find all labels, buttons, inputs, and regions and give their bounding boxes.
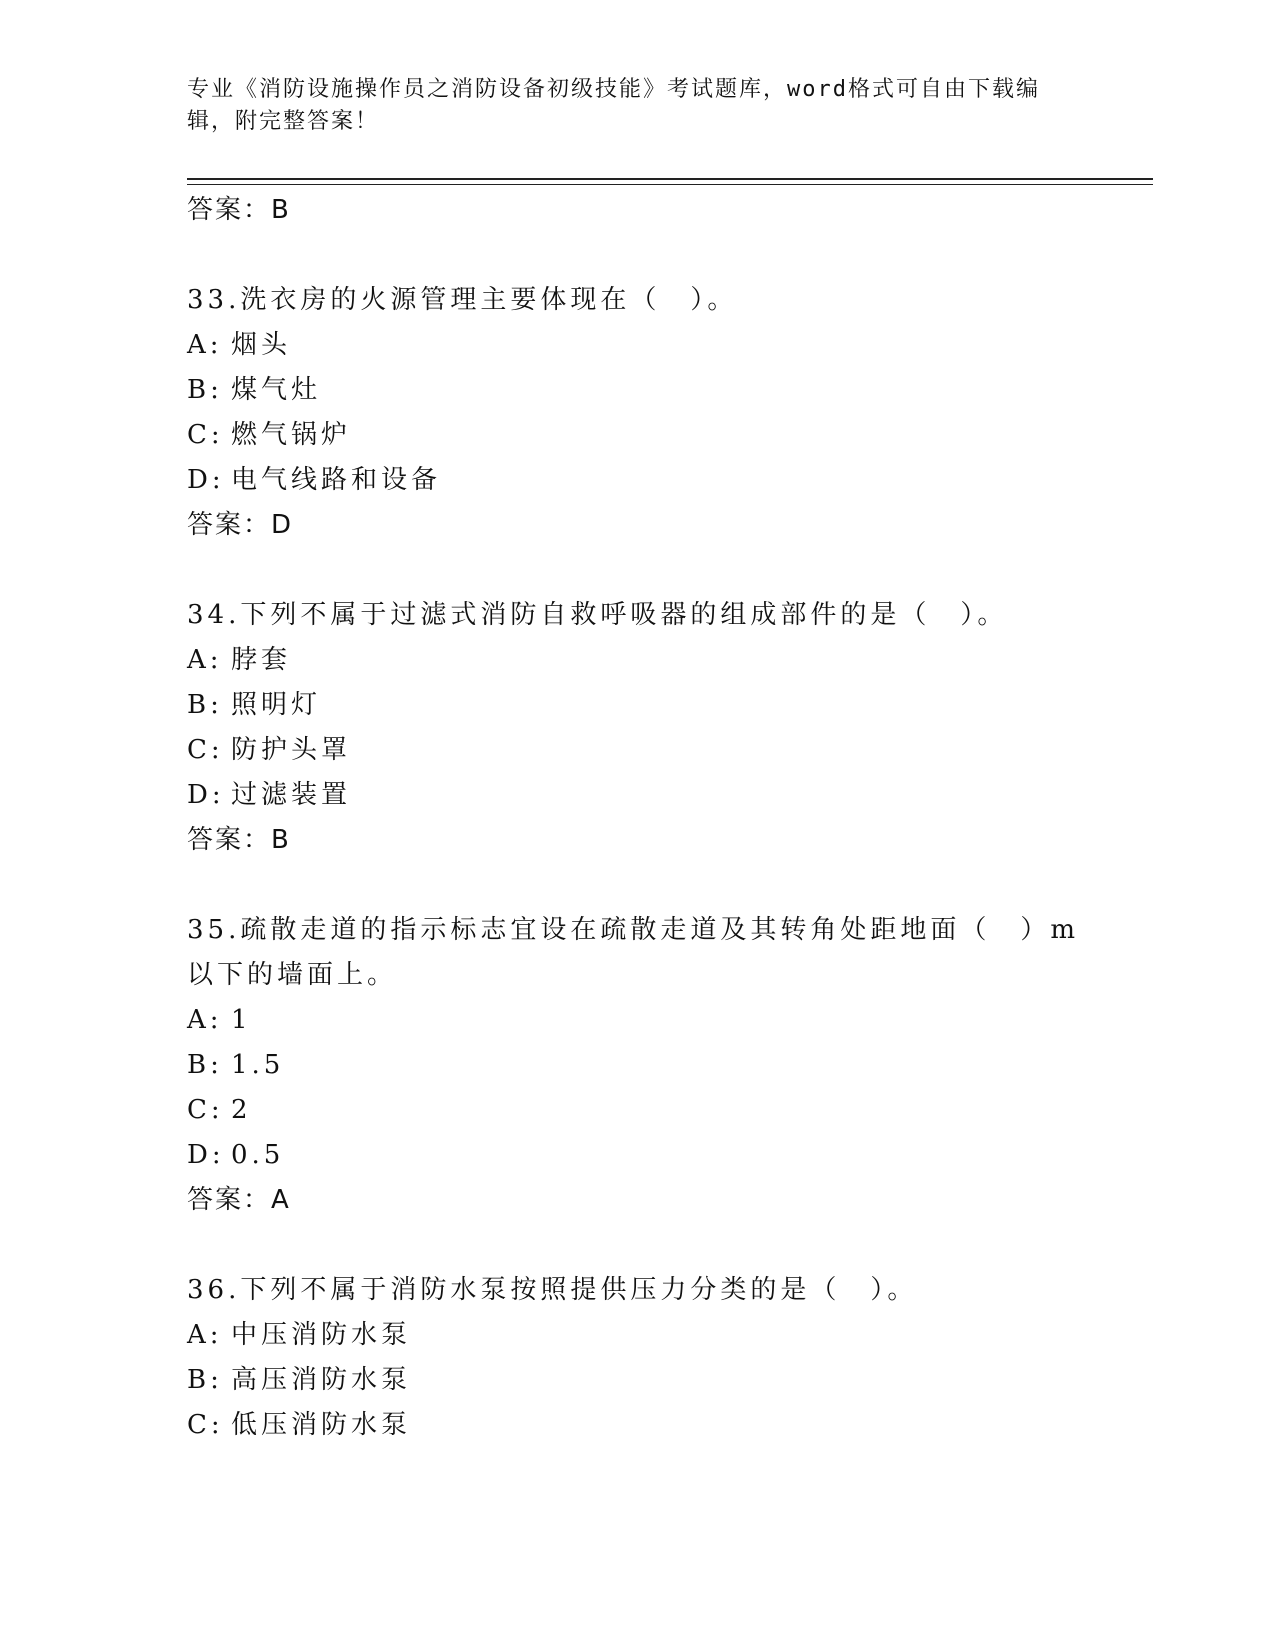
- option-letter: A:: [187, 645, 223, 675]
- header-rule-thick: [187, 178, 1153, 180]
- option-text: 低压消防水泵: [231, 1410, 412, 1440]
- question-stem: 35.疏散走道的指示标志宜设在疏散走道及其转角处距地面（ ）m以下的墙面上。: [187, 915, 1080, 990]
- option-text: 脖套: [231, 645, 292, 675]
- option-text: 照明灯: [231, 690, 322, 720]
- option-b: [187, 683, 1087, 728]
- option-letter: A:: [187, 1005, 223, 1035]
- option-d: [187, 773, 1087, 818]
- option-letter: B:: [187, 375, 223, 405]
- option-text: 高压消防水泵: [231, 1365, 412, 1395]
- header-rule-thin: [187, 184, 1153, 185]
- option-letter: C:: [187, 1095, 224, 1125]
- option-text: 电气线路和设备: [231, 465, 442, 495]
- question-list: [187, 188, 1087, 1448]
- option-letter: D:: [187, 780, 225, 810]
- option-letter: A:: [187, 1320, 223, 1350]
- option-letter: B:: [187, 1050, 223, 1080]
- question-stem: 33.洗衣房的火源管理主要体现在（ ）。: [187, 285, 738, 315]
- option-c: [187, 1403, 1087, 1448]
- question-36: [187, 1268, 1087, 1448]
- answer: 答案：B: [187, 825, 291, 855]
- option-a: [187, 998, 1087, 1043]
- question-stem: 36.下列不属于消防水泵按照提供压力分类的是（ ）。: [187, 1275, 918, 1305]
- option-b: [187, 1043, 1087, 1088]
- option-b: [187, 1358, 1087, 1403]
- option-text: 中压消防水泵: [231, 1320, 412, 1350]
- option-d: [187, 458, 1087, 503]
- option-letter: C:: [187, 1410, 224, 1440]
- option-text: 1.5: [231, 1050, 285, 1080]
- option-text: 防护头罩: [231, 735, 352, 765]
- option-text: 2: [231, 1095, 252, 1125]
- answer: 答案：A: [187, 1185, 291, 1215]
- option-c: [187, 413, 1087, 458]
- option-text: 过滤装置: [231, 780, 352, 810]
- option-text: 1: [231, 1005, 252, 1035]
- option-a: [187, 1313, 1087, 1358]
- option-letter: C:: [187, 735, 224, 765]
- option-b: [187, 368, 1087, 413]
- option-letter: B:: [187, 1365, 223, 1395]
- answer: 答案：D: [187, 510, 294, 540]
- question-33: [187, 278, 1087, 548]
- option-letter: D:: [187, 465, 225, 495]
- option-a: [187, 638, 1087, 683]
- option-c: [187, 728, 1087, 773]
- option-text: 煤气灶: [231, 375, 322, 405]
- option-c: [187, 1088, 1087, 1133]
- option-a: [187, 323, 1087, 368]
- question-35: [187, 908, 1087, 1223]
- document-header: 专业《消防设施操作员之消防设备初级技能》考试题库，word格式可自由下载编辑，附完整答案！: [187, 77, 1040, 134]
- option-text: 烟头: [231, 330, 292, 360]
- option-d: [187, 1133, 1087, 1178]
- question-stem: 34.下列不属于过滤式消防自救呼吸器的组成部件的是（ ）。: [187, 600, 1008, 630]
- question-34: [187, 593, 1087, 863]
- option-letter: B:: [187, 690, 223, 720]
- previous-answer: 答案：B: [187, 195, 291, 225]
- option-letter: D:: [187, 1140, 225, 1170]
- option-letter: C:: [187, 420, 224, 450]
- option-text: 0.5: [231, 1140, 285, 1170]
- option-text: 燃气锅炉: [231, 420, 352, 450]
- option-letter: A:: [187, 330, 223, 360]
